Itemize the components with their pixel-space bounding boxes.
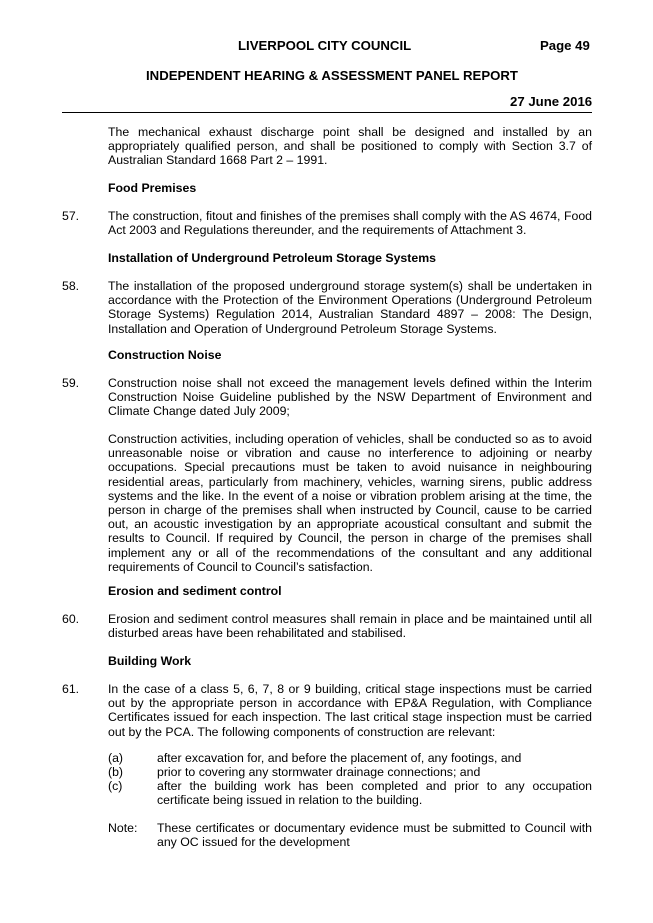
page-number: Page 49	[540, 38, 590, 53]
item-57-text: The construction, fitout and finishes of the premises shall comply with the AS 4674, Food Act 2003 and Regulations thereunder, and the requirements of Attachment 3.	[108, 209, 592, 238]
sub-item-b-text: prior to covering any stormwater drainage connections; and	[157, 765, 481, 779]
note-text: These certificates or documentary evidence must be submitted to Council with any OC issued for the development	[157, 821, 592, 850]
heading-construction-noise: Construction Noise	[108, 348, 222, 362]
heading-erosion: Erosion and sediment control	[108, 584, 282, 598]
heading-building-work: Building Work	[108, 654, 192, 668]
item-61-number: 61.	[62, 682, 80, 696]
item-59-text: Construction noise shall not exceed the management levels defined within the Interim Construction Noise Guideline published by the NSW Department of Environment and Climate Change dated July 2009;	[108, 376, 592, 419]
report-date: 27 June 2016	[510, 94, 593, 109]
item-58-number: 58.	[62, 279, 80, 293]
sub-item-c-text: after the building work has been completed and prior to any occupation certificate being issued in relation to the building.	[157, 779, 592, 808]
header-divider	[62, 112, 592, 113]
item-59-paragraph-2: Construction activities, including operation of vehicles, shall be conducted so as to avoid unreasonable noise or vibration and cause no interference to adjoining or nearby occupations. Special precautions must be taken to avoid nuisance in neighbouring residential areas, particularly from machinery, vehicles, warning sirens, public address systems and the like. In the event of a noise or vibration problem arising at the time, the person in charge of the premises shall when instructed by Council, cause to be carried out, an acoustic investigation by an appropriate acoustical consultant and submit the results to Council. If required by Council, the person in charge of the premises shall implement any or all of the recommendations of the consultant and any additional requirements of Council to Council’s satisfaction.	[108, 432, 592, 574]
intro-paragraph: The mechanical exhaust discharge point shall be designed and installed by an appropriately qualified person, and shall be positioned to comply with Section 3.7 of Australian Standard 1668 Part 2 – 1991.	[108, 125, 592, 168]
heading-petroleum: Installation of Underground Petroleum Storage Systems	[108, 251, 436, 265]
council-name: LIVERPOOL CITY COUNCIL	[238, 38, 412, 53]
heading-food-premises: Food Premises	[108, 181, 197, 195]
item-60-text: Erosion and sediment control measures shall remain in place and be maintained until all disturbed areas have been rehabilitated and stabilised.	[108, 612, 592, 641]
item-61-text: In the case of a class 5, 6, 7, 8 or 9 building, critical stage inspections must be carried out by the appropriate person in accordance with EP&A Regulation, with Compliance Certificates issued for each inspection. The last critical stage inspection must be carried out by the PCA. The following components of construction are relevant:	[108, 682, 592, 739]
item-57-number: 57.	[62, 209, 80, 223]
item-58-text: The installation of the proposed underground storage system(s) shall be undertaken in accordance with the Protection of the Environment Operations (Underground Petroleum Storage Systems) Regulation 2014, Australian Standard 4897 – 2008: The Design, Installation and Operation of Underground Petroleum Storage Systems.	[108, 279, 592, 336]
sub-item-a-text: after excavation for, and before the placement of, any footings, and	[157, 751, 522, 765]
item-59-number: 59.	[62, 376, 80, 390]
report-title: INDEPENDENT HEARING & ASSESSMENT PANEL REPORT	[146, 68, 518, 83]
sub-item-b-label: (b)	[108, 765, 124, 779]
note-label: Note:	[108, 821, 138, 835]
item-60-number: 60.	[62, 612, 80, 626]
sub-item-c-label: (c)	[108, 779, 123, 793]
sub-item-a-label: (a)	[108, 751, 124, 765]
